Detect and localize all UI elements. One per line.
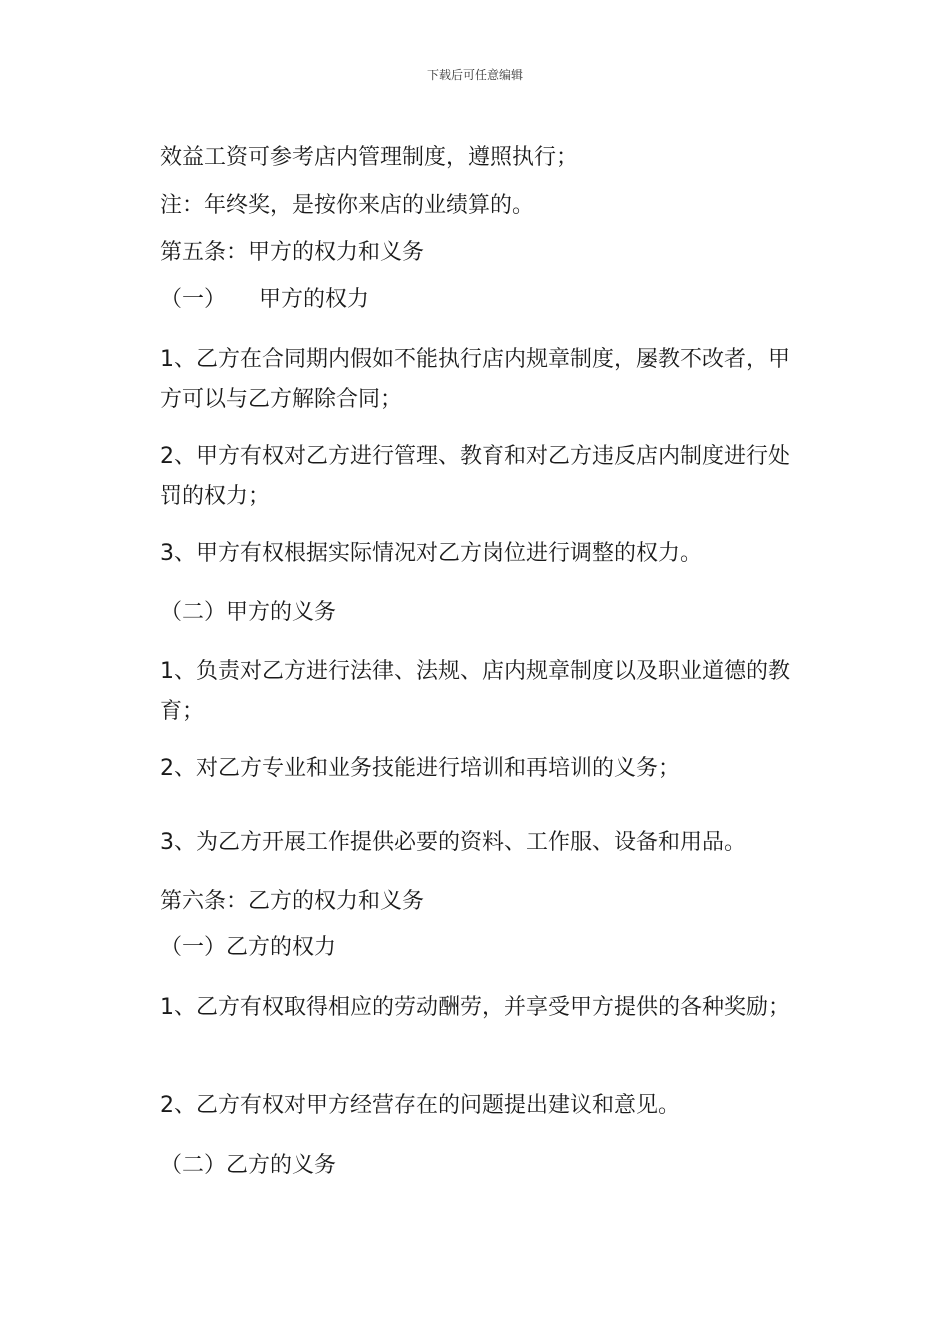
clause-paragraph: 2、乙方有权对甲方经营存在的问题提出建议和意见。: [160, 1093, 680, 1118]
clause-paragraph: 1、乙方有权取得相应的劳动酬劳，并享受甲方提供的各种奖励；: [160, 995, 790, 1020]
subsection-heading: （一） 甲方的权力: [160, 287, 370, 312]
subsection-heading: （二）甲方的义务: [160, 600, 337, 625]
page-header: 下载后可任意编辑: [426, 68, 523, 82]
clause-paragraph: 2、对乙方专业和业务技能进行培训和再培训的义务；: [160, 756, 680, 781]
section-heading: 第五条：甲方的权力和义务: [160, 240, 425, 265]
section-heading: 第六条：乙方的权力和义务: [160, 889, 425, 914]
clause-paragraph: 2、甲方有权对乙方进行管理、教育和对乙方违反店内制度进行处罚的权力；: [160, 444, 790, 509]
clause-paragraph: 1、乙方在合同期内假如不能执行店内规章制度，屡教不改者，甲方可以与乙方解除合同；: [160, 347, 790, 412]
clause-paragraph: 1、负责对乙方进行法律、法规、店内规章制度以及职业道德的教育；: [160, 659, 790, 724]
subsection-heading: （一）乙方的权力: [160, 935, 337, 960]
note-line: 注：年终奖，是按你来店的业绩算的。: [160, 193, 535, 218]
subsection-heading: （二）乙方的义务: [160, 1153, 337, 1178]
clause-paragraph: 3、为乙方开展工作提供必要的资料、工作服、设备和用品。: [160, 830, 746, 855]
clause-paragraph: 3、甲方有权根据实际情况对乙方岗位进行调整的权力。: [160, 541, 702, 566]
text-line: 效益工资可参考店内管理制度，遵照执行；: [160, 145, 579, 170]
